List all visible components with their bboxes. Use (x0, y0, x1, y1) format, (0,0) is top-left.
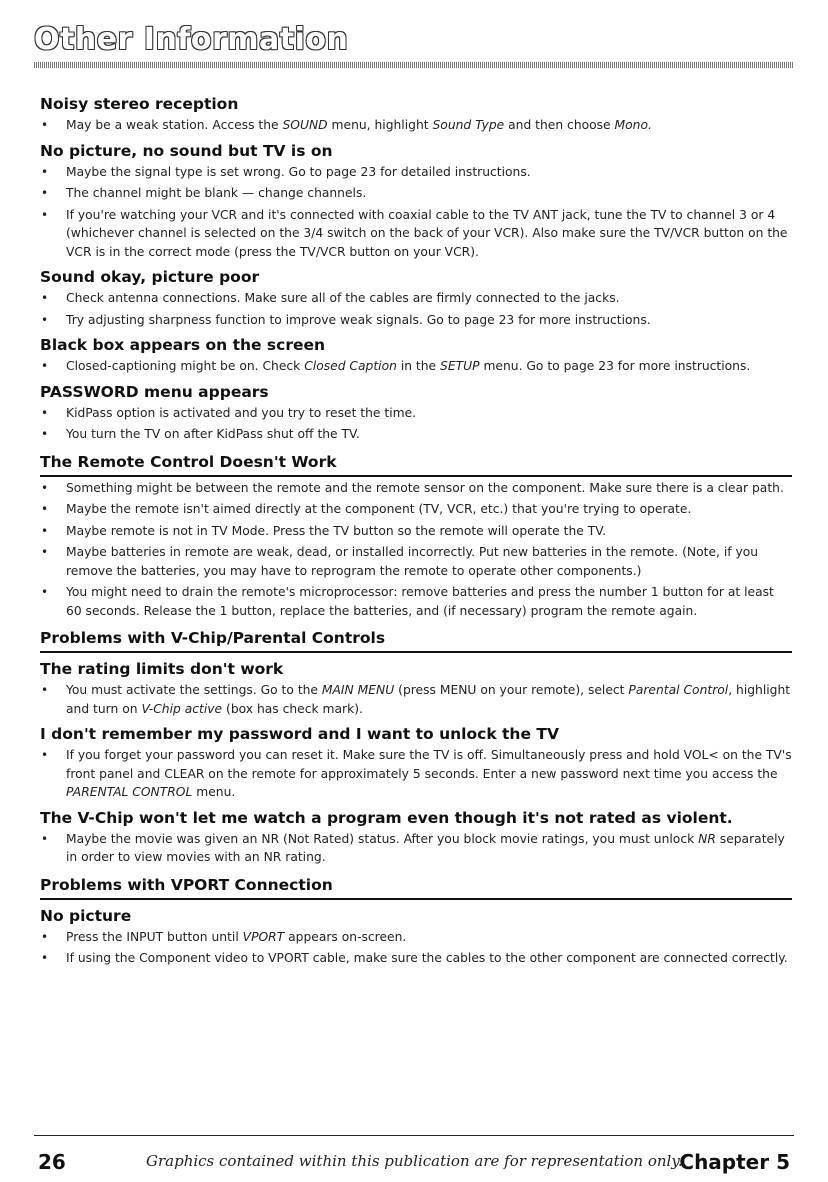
list-item (40, 116, 792, 135)
list-item (40, 184, 792, 203)
list-item (40, 404, 792, 423)
menu-reference: SETUP (440, 359, 480, 373)
item-text: Something might be between the remote and the remote sensor on the component. Make sure there is a clear path. (66, 480, 784, 495)
list-item (40, 425, 792, 444)
item-text: , highlight and turn on (66, 683, 791, 716)
item-text: in the (396, 359, 441, 373)
bullet-list (40, 163, 792, 262)
list-item (40, 163, 792, 182)
item-text: Maybe batteries in remote are weak, dead, or installed incorrectly. Put new batteries in the remote. (Note, if you remove the batteries, you may have to reprogram the remote to operate other components.) (66, 545, 759, 578)
list-item (40, 583, 792, 620)
topic-heading: No picture, no sound but TV is on (40, 141, 333, 160)
title-rule (34, 62, 794, 68)
menu-reference: Sound Type (432, 118, 505, 132)
list-item (40, 500, 792, 519)
item-text: Maybe remote is not in TV Mode. Press the TV button so the remote will operate the TV. (66, 523, 606, 538)
item-text: You turn the TV on after KidPass shut off the TV. (66, 427, 360, 441)
section-heading: Problems with V-Chip/Parental Controls (40, 628, 792, 653)
page-number: 26 (38, 1150, 66, 1174)
menu-reference: SOUND (282, 118, 328, 132)
section-heading: The Remote Control Doesn't Work (40, 452, 792, 477)
item-text: Closed-captioning might be on. Check (66, 359, 305, 373)
list-item (40, 681, 792, 718)
item-text: If you're watching your VCR and it's connected with coaxial cable to the TV ANT jack, tune the TV to channel 3 or 4 (whichever channel is selected on the 3/4 switch on the back of your VCR). Also make sure the TV/VCR button on the VCR is in the correct mode (press the TV/VCR button on your VCR). (66, 207, 788, 259)
list-item (40, 949, 792, 968)
topic-heading: I don't remember my password and I want to unlock the TV (40, 725, 559, 743)
item-text: You might need to drain the remote's microprocessor: remove batteries and press the number 1 button for at least 60 seconds. Release the 1 button, replace the batteries, and (if necessary) program the remote again. (66, 585, 774, 618)
bullet-list (40, 830, 792, 867)
footer-rule (34, 1135, 794, 1136)
topic-heading: Sound okay, picture poor (40, 268, 260, 286)
item-text: Press the INPUT button until (66, 929, 243, 944)
page-title: Other Information (34, 22, 349, 57)
bullet-list (40, 357, 792, 376)
item-text: KidPass option is activated and you try to reset the time. (66, 405, 417, 420)
menu-reference: MAIN MENU (321, 683, 395, 697)
bullet-list (40, 479, 792, 621)
list-item (40, 311, 792, 330)
topic-heading: Black box appears on the screen (40, 336, 326, 354)
topic-heading: No picture (40, 906, 132, 925)
list-item (40, 479, 792, 498)
topic-heading: PASSWORD menu appears (40, 382, 269, 401)
item-text: menu. (192, 785, 236, 799)
chapter-label: Chapter 5 (679, 1150, 790, 1174)
menu-reference: VPORT (242, 929, 285, 944)
list-item (40, 206, 792, 262)
item-text: May be a weak station. Access the (66, 118, 283, 132)
item-text: (box has check mark). (222, 701, 363, 716)
menu-reference: NR (698, 831, 716, 846)
item-text: (press MENU on your remote), select (394, 683, 629, 697)
item-text: Check antenna connections. Make sure all of the cables are firmly connected to the jacks. (66, 291, 620, 305)
item-text: If using the Component video to VPORT cable, make sure the cables to the other component are connected correctly. (66, 951, 788, 965)
topic-heading: Noisy stereo reception (40, 95, 239, 113)
bullet-list (40, 404, 792, 444)
item-text: The channel might be blank — change channels. (66, 186, 367, 200)
item-text: separately in order to view movies with an NR rating. (66, 831, 785, 864)
item-text: and then choose (504, 118, 615, 132)
item-text: menu, highlight (327, 118, 433, 132)
list-item (40, 543, 792, 580)
bullet-list (40, 928, 792, 968)
topic-heading: The V-Chip won't let me watch a program even though it's not rated as violent. (40, 808, 733, 827)
item-text: You must activate the settings. Go to the (66, 683, 322, 697)
menu-reference: V-Chip active (141, 701, 223, 716)
menu-reference: PARENTAL CONTROL (66, 785, 193, 799)
item-text: If you forget your password you can reset it. Make sure the TV is off. Simultaneously press and hold VOL< on the TV's front panel and CLEAR on the remote for approximately 5 seconds. Enter a new password next time you access the (66, 748, 792, 781)
troubleshooting-content (40, 94, 792, 971)
item-text: Maybe the movie was given an NR (Not Rated) status. After you block movie ratings, you must unlock (66, 831, 699, 846)
section-heading: Problems with VPORT Connection (40, 875, 792, 900)
menu-reference: Closed Caption (304, 359, 397, 373)
item-text: Maybe the signal type is set wrong. Go to page 23 for detailed instructions. (66, 164, 531, 179)
list-item (40, 289, 792, 308)
topic-heading: The rating limits don't work (40, 660, 284, 678)
footer-disclaimer: Graphics contained within this publication are for representation only. (146, 1152, 683, 1170)
bullet-list (40, 289, 792, 329)
list-item (40, 746, 792, 802)
menu-reference: Mono. (614, 118, 652, 132)
list-item (40, 522, 792, 541)
bullet-list (40, 681, 792, 718)
list-item (40, 830, 792, 867)
item-text: menu. Go to page 23 for more instructions. (479, 359, 751, 373)
item-text: Maybe the remote isn't aimed directly at the component (TV, VCR, etc.) that you're trying to operate. (66, 502, 692, 516)
list-item (40, 928, 792, 947)
item-text: Try adjusting sharpness function to improve weak signals. Go to page 23 for more instructions. (66, 312, 651, 327)
item-text: appears on-screen. (284, 929, 407, 944)
menu-reference: Parental Control (628, 683, 729, 697)
bullet-list (40, 116, 792, 135)
list-item (40, 357, 792, 376)
bullet-list (40, 746, 792, 802)
